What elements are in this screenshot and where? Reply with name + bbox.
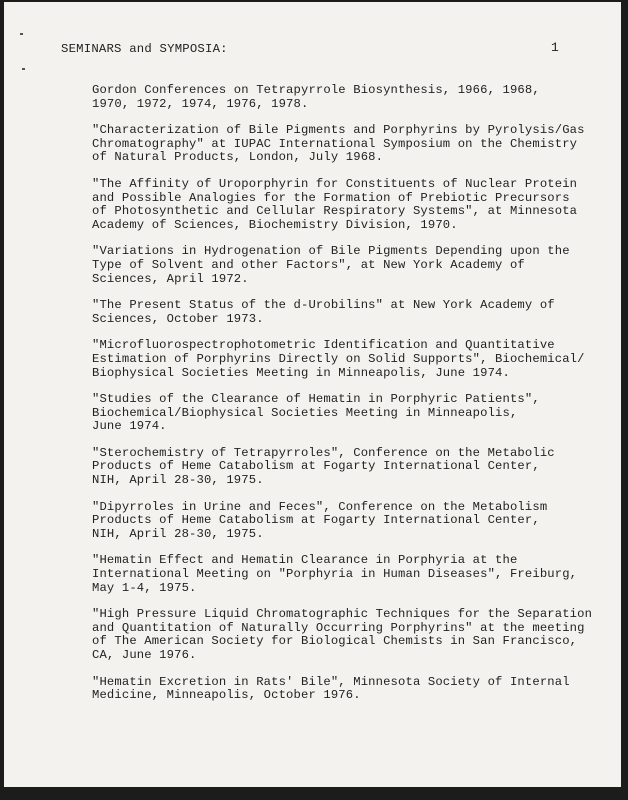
entry-line: of Photosynthetic and Cellular Respiratory Systems", at Minnesota bbox=[92, 204, 578, 219]
entry-line: Type of Solvent and other Factors", at New York Academy of bbox=[92, 257, 525, 272]
seminar-entry bbox=[92, 178, 592, 232]
seminar-entry bbox=[92, 501, 592, 542]
entry-line: Biophysical Societies Meeting in Minneapolis, June 1974. bbox=[92, 365, 510, 380]
entry-line: "The Present Status of the d-Urobilins" at New York Academy of bbox=[92, 298, 555, 313]
seminar-list bbox=[92, 84, 592, 716]
entry-line: "Dipyrroles in Urine and Feces", Conference on the Metabolism bbox=[92, 499, 548, 514]
entry-line: Sciences, April 1972. bbox=[92, 271, 249, 286]
seminar-entry bbox=[92, 447, 592, 488]
punch-mark bbox=[22, 68, 25, 70]
entry-line: Chromatography" at IUPAC International Symposium on the Chemistry bbox=[92, 136, 578, 151]
entry-line: May 1-4, 1975. bbox=[92, 580, 197, 595]
entry-line: of The American Society for Biological Chemists in San Francisco, bbox=[92, 634, 578, 649]
entry-line: Sciences, October 1973. bbox=[92, 311, 264, 326]
punch-mark bbox=[20, 33, 23, 35]
entry-line: "Microfluorospectrophotometric Identification and Quantitative bbox=[92, 338, 555, 353]
document-page bbox=[4, 2, 621, 787]
entry-line: Products of Heme Catabolism at Fogarty International Center, bbox=[92, 459, 540, 474]
entry-line: June 1974. bbox=[92, 419, 167, 434]
entry-line: NIH, April 28-30, 1975. bbox=[92, 473, 264, 488]
seminar-entry bbox=[92, 84, 592, 111]
entry-line: Estimation of Porphyrins Directly on Solid Supports", Biochemical/ bbox=[92, 351, 585, 366]
entry-line: of Natural Products, London, July 1968. bbox=[92, 150, 384, 165]
seminar-entry bbox=[92, 299, 592, 326]
page-title: SEMINARS and SYMPOSIA: bbox=[61, 42, 228, 56]
seminar-entry bbox=[92, 124, 592, 165]
seminar-entry bbox=[92, 676, 592, 703]
seminar-entry bbox=[92, 554, 592, 595]
entry-line: "Sterochemistry of Tetrapyrroles", Conference on the Metabolic bbox=[92, 445, 555, 460]
entry-line: NIH, April 28-30, 1975. bbox=[92, 526, 264, 541]
entry-line: Gordon Conferences on Tetrapyrrole Biosynthesis, 1966, 1968, bbox=[92, 83, 540, 97]
entry-line: "High Pressure Liquid Chromatographic Techniques for the Separation bbox=[92, 607, 593, 622]
seminar-entry bbox=[92, 608, 592, 662]
seminar-entry bbox=[92, 339, 592, 380]
entry-line: Academy of Sciences, Biochemistry Division, 1970. bbox=[92, 217, 458, 232]
entry-line: "Studies of the Clearance of Hematin in Porphyric Patients", bbox=[92, 392, 540, 407]
seminar-entry bbox=[92, 245, 592, 286]
entry-line: "Hematin Effect and Hematin Clearance in Porphyria at the bbox=[92, 553, 518, 568]
entry-line: "Hematin Excretion in Rats' Bile", Minnesota Society of Internal bbox=[92, 674, 570, 689]
entry-line: International Meeting on "Porphyria in Human Diseases", Freiburg, bbox=[92, 567, 578, 582]
entry-line: 1970, 1972, 1974, 1976, 1978. bbox=[92, 96, 309, 111]
entry-line: "Characterization of Bile Pigments and Porphyrins by Pyrolysis/Gas bbox=[92, 123, 585, 138]
entry-line: and Possible Analogies for the Formation of Prebiotic Precursors bbox=[92, 190, 570, 205]
entry-line: "The Affinity of Uroporphyrin for Constituents of Nuclear Protein bbox=[92, 176, 578, 191]
entry-line: and Quantitation of Naturally Occurring Porphyrins" at the meeting bbox=[92, 620, 585, 635]
seminar-entry bbox=[92, 393, 592, 434]
entry-line: Products of Heme Catabolism at Fogarty International Center, bbox=[92, 513, 540, 528]
entry-line: "Variations in Hydrogenation of Bile Pigments Depending upon the bbox=[92, 244, 570, 259]
entry-line: CA, June 1976. bbox=[92, 648, 197, 662]
page-number: 1 bbox=[551, 40, 559, 55]
entry-line: Medicine, Minneapolis, October 1976. bbox=[92, 688, 361, 703]
entry-line: Biochemical/Biophysical Societies Meeting in Minneapolis, bbox=[92, 405, 518, 420]
